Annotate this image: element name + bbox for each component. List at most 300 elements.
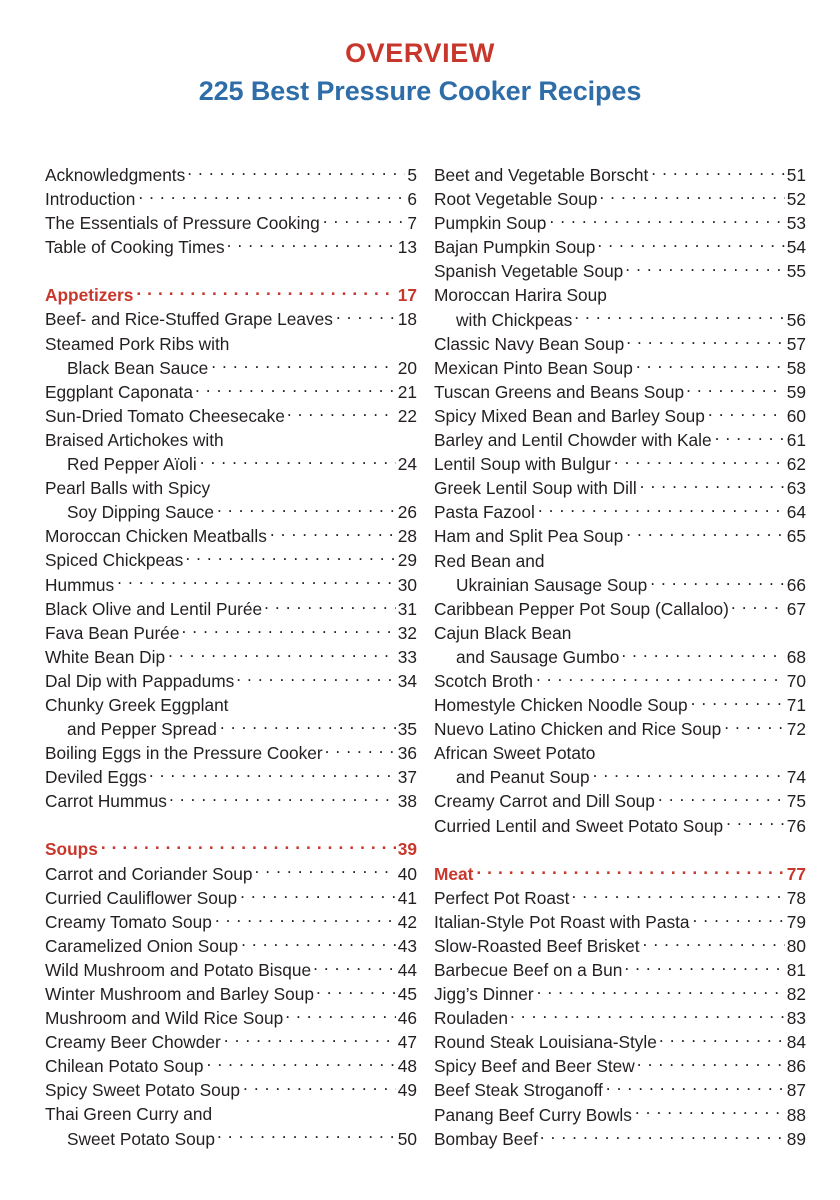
entry-title: Greek Lentil Soup with Dill — [434, 478, 637, 499]
dot-leader — [651, 164, 785, 181]
page-number: 66 — [786, 574, 806, 595]
entry-title: Wild Mushroom and Potato Bisque — [45, 959, 312, 980]
entry-title: Moroccan Chicken Meatballs — [45, 526, 267, 547]
toc-entry[interactable] — [434, 476, 806, 500]
dot-leader — [187, 164, 405, 181]
dot-leader — [548, 549, 805, 566]
book-title: 225 Best Pressure Cooker Recipes — [198, 76, 642, 107]
dot-leader — [224, 1031, 396, 1048]
toc-section — [45, 283, 417, 813]
entry-title: Sun-Dried Tomato Cheesecake — [45, 405, 285, 426]
entry-title: Deviled Eggs — [45, 767, 147, 788]
dot-leader — [227, 429, 415, 446]
toc-entry[interactable] — [45, 307, 417, 331]
entry-title: Cajun Black Bean — [434, 622, 572, 643]
page-number: 44 — [397, 959, 417, 980]
entry-title: Caribbean Pepper Pot Soup (Callaloo) — [434, 598, 729, 619]
toc-entry[interactable] — [45, 548, 417, 572]
entry-title: Dal Dip with Pappadums — [45, 670, 235, 691]
page-number: 64 — [786, 502, 806, 523]
entry-title: Sweet Potato Soup — [67, 1128, 215, 1149]
entry-title: Root Vegetable Soup — [434, 189, 598, 210]
entry-title: Barley and Lentil Chowder with Kale — [434, 430, 712, 451]
entry-title: Creamy Tomato Soup — [45, 911, 212, 932]
page-number: 61 — [786, 430, 806, 451]
entry-title: Ham and Split Pea Soup — [434, 526, 624, 547]
page-number: 41 — [397, 887, 417, 908]
toc-entry[interactable] — [434, 211, 806, 235]
toc-entry[interactable] — [434, 982, 806, 1006]
toc-entry[interactable] — [434, 1103, 806, 1127]
entry-title: and Sausage Gumbo — [456, 646, 620, 667]
toc-entry[interactable] — [434, 765, 806, 789]
entry-title: Beet and Vegetable Borscht — [434, 165, 649, 185]
dot-leader — [621, 646, 784, 663]
dot-leader — [574, 308, 785, 325]
toc-entry[interactable] — [45, 163, 417, 187]
dot-leader — [215, 1103, 415, 1120]
dot-leader — [574, 621, 804, 638]
dot-leader — [606, 1079, 785, 1096]
toc-entry[interactable] — [45, 958, 417, 982]
toc-entry[interactable] — [45, 573, 417, 597]
toc-entry[interactable] — [434, 789, 806, 813]
page-number: 20 — [397, 357, 417, 378]
section-title: Appetizers — [45, 285, 134, 306]
toc-entry[interactable] — [434, 500, 806, 524]
toc-entry[interactable] — [45, 524, 417, 548]
page-number: 83 — [786, 1008, 806, 1029]
toc-entry[interactable] — [434, 958, 806, 982]
dot-leader — [207, 1055, 396, 1072]
section-title: Soups — [45, 839, 98, 860]
dot-leader — [724, 718, 785, 735]
toc-entry[interactable] — [434, 645, 806, 669]
dot-leader — [691, 694, 785, 711]
toc-entry[interactable] — [434, 332, 806, 356]
toc-entry[interactable] — [434, 163, 806, 187]
entry-title: Lentil Soup with Bulgur — [434, 454, 611, 475]
dot-leader — [693, 911, 785, 928]
page-number: 35 — [397, 719, 417, 740]
page-number: 29 — [397, 550, 417, 571]
dot-leader — [213, 477, 415, 494]
toc-entry[interactable] — [45, 235, 417, 259]
dot-leader — [571, 886, 784, 903]
entry-title: Carrot and Coriander Soup — [45, 863, 253, 884]
entry-title: Pearl Balls with Spicy — [45, 478, 211, 499]
page-number: 34 — [397, 670, 417, 691]
dot-leader — [182, 621, 396, 638]
toc-entry[interactable] — [434, 452, 806, 476]
toc-entry[interactable] — [434, 235, 806, 259]
entry-title: Black Olive and Lentil Purée — [45, 598, 263, 619]
entry-title: The Essentials of Pressure Cooking — [45, 213, 320, 234]
toc-section-heading[interactable] — [45, 837, 417, 861]
toc-entry[interactable] — [45, 645, 417, 669]
entry-title: Creamy Carrot and Dill Soup — [434, 791, 655, 812]
page-number: 77 — [786, 863, 806, 884]
dot-leader — [195, 380, 396, 397]
entry-title: Fava Bean Purée — [45, 622, 180, 643]
entry-title: Soy Dipping Sauce — [67, 502, 214, 523]
entry-title: and Pepper Spread — [67, 719, 217, 740]
page-number: 71 — [786, 695, 806, 716]
dot-leader — [624, 959, 784, 976]
dot-leader — [255, 862, 396, 879]
entry-title: Italian-Style Pot Roast with Pasta — [434, 911, 690, 932]
page-number: 81 — [786, 960, 806, 980]
entry-title: and Peanut Soup — [456, 767, 590, 788]
toc-entry[interactable] — [45, 1006, 417, 1030]
dot-leader — [217, 1127, 396, 1144]
toc-entry[interactable] — [45, 982, 417, 1006]
dot-leader — [610, 284, 804, 301]
toc-entry[interactable] — [434, 1054, 806, 1078]
entry-title: Slow-Roasted Beef Brisket — [434, 935, 640, 956]
toc-entry[interactable] — [434, 669, 806, 693]
page-number: 78 — [786, 887, 806, 908]
page-number: 72 — [786, 719, 806, 740]
toc-entry[interactable] — [45, 886, 417, 910]
toc-columns — [0, 163, 840, 1151]
toc-entry[interactable] — [434, 741, 806, 765]
dot-leader — [726, 814, 785, 831]
dot-leader — [731, 597, 785, 614]
toc-entry[interactable] — [45, 211, 417, 235]
dot-leader — [231, 694, 415, 711]
toc-entry[interactable] — [434, 1078, 806, 1102]
entry-title: Spicy Beef and Beer Stew — [434, 1056, 635, 1077]
page-number: 65 — [786, 526, 806, 547]
entry-title: Round Steak Louisiana-Style — [434, 1032, 657, 1053]
page-number: 32 — [397, 622, 417, 643]
entry-title: Winter Mushroom and Barley Soup — [45, 984, 314, 1004]
page-number: 7 — [407, 213, 417, 234]
toc-entry[interactable] — [45, 1102, 417, 1126]
entry-title: Ukrainian Sausage Soup — [456, 574, 648, 595]
toc-entry[interactable] — [434, 717, 806, 741]
page-number: 60 — [786, 405, 806, 426]
dot-leader — [243, 1079, 396, 1096]
dot-leader — [549, 212, 784, 229]
page-number: 47 — [397, 1032, 417, 1053]
dot-leader — [227, 236, 396, 253]
toc-front-matter — [45, 163, 417, 259]
dot-leader — [640, 477, 785, 494]
page-number: 82 — [786, 984, 806, 1005]
page-number: 50 — [397, 1128, 417, 1149]
toc-entry[interactable] — [434, 814, 806, 838]
entry-title: Perfect Pot Roast — [434, 887, 570, 908]
toc-entry[interactable] — [45, 741, 417, 765]
dot-leader — [215, 910, 396, 927]
page-number: 51 — [786, 165, 806, 185]
page-number: 43 — [397, 935, 417, 956]
page-number: 89 — [786, 1128, 806, 1149]
dot-leader — [593, 766, 785, 783]
page-number: 63 — [786, 478, 806, 499]
dot-leader — [625, 260, 784, 277]
entry-title: Beef- and Rice-Stuffed Grape Leaves — [45, 309, 333, 330]
dot-leader — [169, 790, 396, 807]
toc-entry[interactable] — [45, 669, 417, 693]
entry-title: Moroccan Harira Soup — [434, 285, 607, 306]
toc-section — [45, 837, 417, 1150]
toc-entry[interactable] — [45, 1030, 417, 1054]
toc-entry[interactable] — [434, 356, 806, 380]
toc-entry[interactable] — [45, 910, 417, 934]
page-number: 56 — [786, 309, 806, 330]
page-number: 22 — [397, 405, 417, 426]
dot-leader — [540, 1127, 785, 1144]
toc-section — [434, 862, 806, 1151]
entry-title: Creamy Beer Chowder — [45, 1032, 221, 1053]
toc-entry[interactable] — [45, 404, 417, 428]
page-number: 49 — [397, 1080, 417, 1101]
dot-leader — [336, 308, 396, 325]
page-number: 33 — [397, 646, 417, 667]
dot-leader — [637, 1055, 785, 1072]
dot-leader — [211, 356, 396, 373]
toc-entry[interactable] — [434, 308, 806, 332]
page-number: 38 — [397, 791, 417, 812]
page-number: 6 — [407, 189, 417, 210]
dot-leader — [316, 983, 396, 1000]
toc-entry[interactable] — [45, 500, 417, 524]
dot-leader — [313, 959, 396, 976]
toc-entry[interactable] — [434, 573, 806, 597]
dot-leader — [138, 188, 405, 205]
dot-leader — [217, 501, 396, 518]
toc-entry[interactable] — [434, 910, 806, 934]
entry-title: Pumpkin Soup — [434, 213, 547, 234]
page-number: 59 — [786, 381, 806, 402]
entry-title: Mexican Pinto Bean Soup — [434, 357, 633, 378]
page-number: 79 — [786, 911, 806, 932]
page-number: 54 — [786, 237, 806, 258]
dot-leader — [536, 670, 785, 687]
dot-leader — [185, 549, 395, 566]
toc-entry[interactable] — [45, 356, 417, 380]
entry-title: Braised Artichokes with — [45, 429, 224, 450]
entry-title: Mushroom and Wild Rice Soup — [45, 1008, 284, 1029]
toc-entry[interactable] — [45, 934, 417, 958]
entry-title: Chilean Potato Soup — [45, 1056, 204, 1077]
dot-leader — [101, 838, 396, 855]
dot-leader — [636, 356, 785, 373]
section-title: Meat — [434, 863, 474, 884]
toc-section-heading[interactable] — [45, 283, 417, 307]
entry-title: Tuscan Greens and Beans Soup — [434, 381, 685, 402]
entry-title: Spicy Mixed Bean and Barley Soup — [434, 405, 705, 426]
entry-title: Thai Green Curry and — [45, 1104, 213, 1125]
entry-title: Barbecue Beef on a Bun — [434, 960, 623, 980]
toc-entry[interactable] — [45, 765, 417, 789]
entry-title: Spanish Vegetable Soup — [434, 261, 624, 282]
page-number: 31 — [397, 598, 417, 619]
dot-leader — [626, 525, 785, 542]
toc-entry[interactable] — [45, 597, 417, 621]
page-number: 48 — [397, 1056, 417, 1077]
page-number: 75 — [786, 791, 806, 812]
entry-title: Red Bean and — [434, 550, 545, 571]
toc-entry[interactable] — [45, 380, 417, 404]
dot-leader — [168, 645, 396, 662]
entry-title: Red Pepper Aïoli — [67, 454, 197, 475]
page-number: 36 — [397, 743, 417, 764]
dot-leader — [232, 332, 415, 349]
dot-leader — [658, 790, 785, 807]
entry-title: Boiling Eggs in the Pressure Cooker — [45, 743, 323, 764]
dot-leader — [538, 501, 785, 518]
dot-leader — [287, 405, 396, 422]
dot-leader — [598, 742, 804, 759]
dot-leader — [614, 453, 785, 470]
toc-entry[interactable] — [45, 452, 417, 476]
dot-leader — [659, 1031, 785, 1048]
entry-title: Pasta Fazool — [434, 502, 535, 523]
entry-title: Nuevo Latino Chicken and Rice Soup — [434, 719, 722, 740]
entry-title: Classic Navy Bean Soup — [434, 333, 625, 354]
page-number: 62 — [786, 454, 806, 475]
dot-leader — [149, 766, 396, 783]
dot-leader — [117, 573, 396, 590]
entry-title: Chunky Greek Eggplant — [45, 694, 229, 715]
toc-entry[interactable] — [45, 476, 417, 500]
toc-entry[interactable] — [434, 187, 806, 211]
toc-entry[interactable] — [434, 1030, 806, 1054]
entry-title: Bajan Pumpkin Soup — [434, 237, 596, 258]
page-number: 13 — [397, 237, 417, 258]
entry-title: Spicy Sweet Potato Soup — [45, 1080, 241, 1101]
toc-entry[interactable] — [434, 380, 806, 404]
toc-entry[interactable] — [434, 259, 806, 283]
overview-label: OVERVIEW — [345, 38, 495, 68]
left-column — [45, 163, 417, 1151]
entry-title: Beef Steak Stroganoff — [434, 1080, 603, 1101]
toc-entry[interactable] — [45, 332, 417, 356]
page-number: 46 — [397, 1008, 417, 1029]
toc-entry[interactable] — [434, 621, 806, 645]
page-number: 68 — [786, 646, 806, 667]
entry-title: with Chickpeas — [456, 309, 573, 330]
entry-title: Carrot Hummus — [45, 791, 167, 812]
dot-leader — [597, 236, 784, 253]
dot-leader — [285, 1007, 396, 1024]
toc-entry[interactable] — [45, 862, 417, 886]
toc-entry[interactable] — [45, 789, 417, 813]
toc-entry[interactable] — [45, 428, 417, 452]
page-number: 58 — [786, 357, 806, 378]
dot-leader — [537, 983, 785, 1000]
page-header — [0, 0, 840, 108]
toc-entry[interactable] — [434, 524, 806, 548]
page-number: 53 — [786, 213, 806, 234]
toc-entry[interactable] — [434, 428, 806, 452]
toc-entry[interactable] — [434, 1006, 806, 1030]
page-number: 37 — [397, 767, 417, 788]
page-number: 18 — [397, 309, 417, 330]
toc-section-heading[interactable] — [434, 862, 806, 886]
toc-entry[interactable] — [45, 693, 417, 717]
toc-entry[interactable] — [45, 1127, 417, 1151]
entry-title: Jigg’s Dinner — [434, 984, 534, 1005]
right-column — [434, 163, 806, 1151]
page-number: 70 — [786, 670, 806, 691]
entry-title: White Bean Dip — [45, 646, 166, 667]
page-number: 40 — [397, 863, 417, 884]
page-number: 45 — [397, 984, 417, 1004]
dot-leader — [686, 381, 785, 398]
page-number: 26 — [397, 502, 417, 523]
entry-title: Rouladen — [434, 1008, 508, 1029]
entry-title: Eggplant Caponata — [45, 381, 193, 402]
dot-leader — [635, 1103, 785, 1120]
page-number: 5 — [407, 165, 417, 185]
dot-leader — [476, 862, 784, 879]
page-number: 76 — [786, 815, 806, 836]
toc-entry[interactable] — [45, 1054, 417, 1078]
entry-title: Introduction — [45, 189, 136, 210]
entry-title: Curried Lentil and Sweet Potato Soup — [434, 815, 724, 836]
dot-leader — [323, 212, 406, 229]
toc-front-matter — [434, 163, 806, 838]
entry-title: Hummus — [45, 574, 115, 595]
entry-title: Table of Cooking Times — [45, 237, 225, 258]
page-number: 24 — [397, 454, 417, 475]
toc-entry[interactable] — [45, 717, 417, 741]
dot-leader — [264, 597, 396, 614]
dot-leader — [220, 718, 396, 735]
dot-leader — [643, 935, 785, 952]
page-number: 28 — [397, 526, 417, 547]
entry-title: Acknowledgments — [45, 165, 186, 185]
dot-leader — [715, 429, 785, 446]
entry-title: Panang Beef Curry Bowls — [434, 1104, 632, 1125]
toc-entry[interactable] — [434, 693, 806, 717]
toc-entry[interactable] — [434, 597, 806, 621]
page-number: 17 — [397, 285, 417, 306]
dot-leader — [236, 670, 396, 687]
dot-leader — [241, 935, 396, 952]
toc-entry[interactable] — [434, 1127, 806, 1151]
dot-leader — [325, 742, 396, 759]
toc-entry[interactable] — [45, 1078, 417, 1102]
page-number: 80 — [786, 935, 806, 956]
toc-entry[interactable] — [434, 404, 806, 428]
entry-title: Bombay Beef — [434, 1128, 538, 1149]
toc-entry[interactable] — [434, 934, 806, 958]
dot-leader — [510, 1007, 785, 1024]
page-number: 42 — [397, 911, 417, 932]
page-number: 30 — [397, 574, 417, 595]
page-number: 74 — [786, 767, 806, 788]
toc-entry[interactable] — [434, 549, 806, 573]
page-number: 86 — [786, 1056, 806, 1077]
page-number: 67 — [786, 598, 806, 619]
dot-leader — [650, 573, 785, 590]
dot-leader — [599, 188, 784, 205]
toc-entry[interactable] — [45, 187, 417, 211]
dot-leader — [708, 405, 785, 422]
page-number: 57 — [786, 333, 806, 354]
toc-entry[interactable] — [45, 621, 417, 645]
toc-entry[interactable] — [434, 886, 806, 910]
entry-title: Curried Cauliflower Soup — [45, 887, 238, 908]
entry-title: Steamed Pork Ribs with — [45, 333, 230, 354]
toc-entry[interactable] — [434, 283, 806, 307]
